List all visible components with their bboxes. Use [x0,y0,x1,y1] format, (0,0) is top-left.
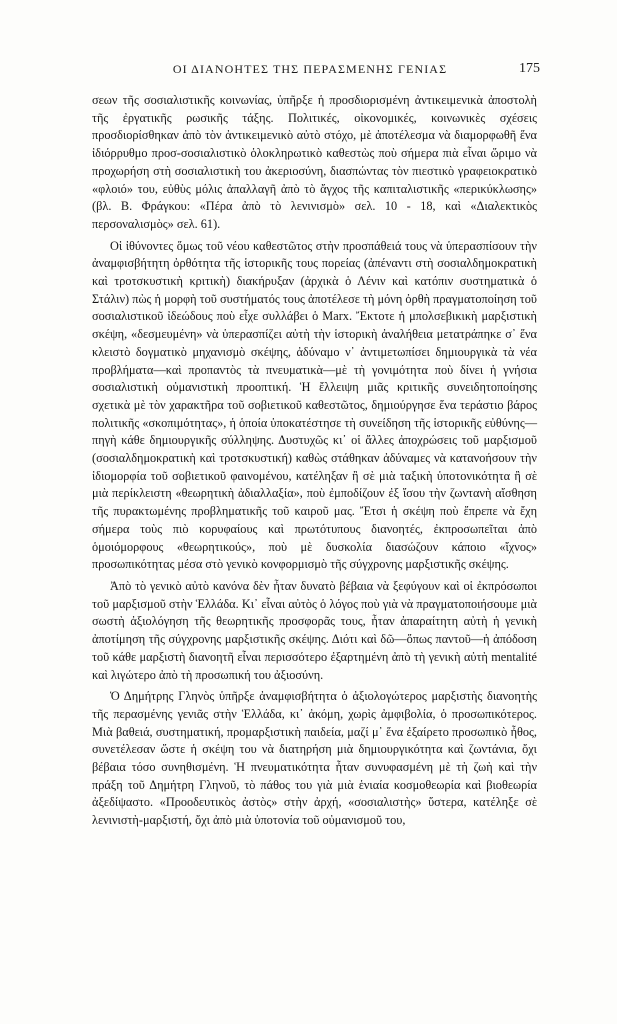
paragraph: Ἀπὸ τὸ γενικὸ αὐτὸ κανόνα δὲν ἦταν δυνατὸ βέβαια νὰ ξεφύγουν καὶ οἱ ἐκπρόσωποι τοῦ μαρξισμοῦ στὴν Ἑλλάδα. Κι᾽ εἶναι αὐτὸς ὁ λόγος ποὺ γιὰ νὰ πραγματοποιήσουμε μιὰ σωστὴ ἀξιολόγηση τῆς θεωρητικῆς προσφορᾶς τους, ἦταν ἀπαραίτητη αὐτὴ ἡ γενικὴ ἀποτίμηση τῆς σύγχρονης μαρξιστικῆς σκέψης. Διότι καὶ δῶ—ὅπως παντοῦ—ἡ ἀπόδοση τοῦ κάθε μαρξιστὴ διανοητῆ εἶναι περισσότερο ἐξαρτημένη ἀπὸ τὴ γενικὴ αὐτὴ mentalité καὶ λιγώτερο ἀπὸ τὴ προσωπική του ἀξιοσύνη. [92,578,537,682]
paragraph: Ὁ Δημήτρης Γληνὸς ὑπῆρξε ἀναμφισβήτητα ὁ ἀξιολογώτερος μαρξιστὴς διανοητὴς τῆς περασμένης γενιᾶς στὴν Ἑλλάδα, κι᾽ ἀκόμη, χωρὶς ἀμφιβολία, ὁ προσωπικότερος. Μιὰ βαθειά, συστηματική, προμαρξιστικὴ παιδεία, μαζί μ᾽ ἕνα ἐξαίρετο προσωπικὸ ἦθος, συνετέλεσαν ὥστε ἡ σκέψη του νὰ διατηρήση μιὰ δημιουργικότητα καὶ ζωντάνια, ὄχι βέβαια τόσο συνηθισμένη. Ἡ πνευματικότητα ἦταν συνυφασμένη μὲ τὴ ζωὴ καὶ τὴν πράξη τοῦ Δημήτρη Γληνοῦ, τὸ πάθος του γιὰ μιὰ ἑνιαία κοσμοθεωρία καὶ βιοθεωρία ἀξεδίψαστο. «Προοδευτικὸς ἀστὸς» στὴν ἀρχή, «σοσιαλιστὴς» ὕστερα, κατέληξε σὲ λενινιστὴ-μαρξιστή, ὄχι ἀπὸ μιὰ ὑποτονία τοῦ οὐμανισμοῦ του, [92,689,537,828]
running-title: ΟΙ ΔΙΑΝΟΗΤΕΣ ΤΗΣ ΠΕΡΑΣΜΕΝΗΣ ΓΕΝΙΑΣ [172,62,448,76]
paragraph-continuation: σεων τῆς σοσιαλιστικῆς κοινωνίας, ὑπῆρξε ἡ προσδιορισμένη ἀντικειμενικὰ ἀποστολὴ τῆς ἐργατικῆς ρωσικῆς τάξης. Πολιτικές, οἰκονομικές, κοινωνικὲς σχέσεις προσδιορίσθηκαν ἀπὸ τὸν ἀντικειμενικὸ αὐτὸ στόχο, μὲ ἀποτέλεσμα νὰ διαμορφωθῆ ἕνα ἰδιόρρυθμο προσ-σοσιαλιστικὸ ὁλοκληρωτικὸ καθεστὼς ποὺ σήμερα πιὰ εἶναι ὥριμο νὰ προχωρήση στὴ σοσιαλιστικὴ του ἀκεριοσύνη, διασπώντας τὸν πιεστικὸ γραφειοκρατικὸ «φλοιό» του, εὐθὺς μόλις ἀπαλλαγῆ ἀπὸ τὸ ἄγχος τῆς καπιταλιστικῆς «περικύκλωσης» (βλ. Β. Φράγκου: «Πέρα ἀπὸ τὸ λενινισμὸ» σελ. 10 - 18, καὶ «Διαλεκτικὸς περσοναλισμὸς» σελ. 61). [92,93,537,231]
running-header [100,62,540,82]
page-number: 175 [519,61,540,76]
body-text [92,92,537,834]
paragraph: Οἱ ἰθύνοντες ὅμως τοῦ νέου καθεστῶτος στὴν προσπάθειά τους νὰ ὑπερασπίσουν τὴν ἀναμφισβήτητη ὀρθότητα τῆς ἱστορικῆς τους πορείας (ἀπέναντι στὴ σοσιαλδημοκρατικὴ καὶ τροτσκυστικὴ κριτικὴ) διακήρυξαν (ἀρχικὰ ὁ Λένιν καὶ κατόπιν συστηματικὰ ὁ Στάλιν) πὼς ἡ μορφὴ τοῦ συστήματός τους ἀποτέλεσε τὴ μόνη ὀρθὴ πραγματοποίηση τοῦ σοσιαλιστικοῦ ἰδεώδους ποὺ εἶχε συλλάβει ὁ Marx. Ἔκτοτε ἡ μπολσεβικικὴ μαρξιστικὴ σκέψη, «δεσμευμένη» νὰ ὑπερασπίζει αὐτὴ τὴν ἱστορικὴ ἀναλήθεια μετατράπηκε σ᾽ ἕνα κλειστὸ δογματικὸ μηχανισμὸ σκέψης, ἀδύναμο ν᾽ ἀντιμετωπίσει δημιουργικὰ τὰ νέα προβλήματα—καὶ προπαντὸς τὰ πνευματικὰ—μὲ τὴ γονιμότητα ποὺ δίνει ἡ γνήσια σοσιαλιστικὴ οὐμανιστικὴ προοπτική. Ἡ ἔλλειψη μιᾶς κριτικῆς συνειδητοποίησης σχετικὰ μὲ τὸν χαρακτῆρα τοῦ σοβιετικοῦ καθεστῶτος, δημιούργησε ἕνα τεράστιο βάρος πολιτικῆς «σκοπιμότητας», ἡ ὁποία ὑποκατέστησε τὴ συνείδηση τῆς ἱστορικῆς εὐθύνης—πηγὴ κάθε δημιουργικῆς σύλληψης. Δυστυχῶς κι᾽ οἱ ἄλλες ἀποχρώσεις τοῦ μαρξισμοῦ (σοσιαλδημοκρατικὴ καὶ τροτσκυστική) καθὼς στάθηκαν ἀδύναμες νὰ κατανοήσουν τὴν ἰδιομορφία τοῦ σοβιετικοῦ φαινομένου, κατέληξαν ἢ σὲ μιὰ ταξικὴ ὑποτονικότητα ἢ σὲ μιὰ περίκλειστη «θεωρητικὴ ἀδιαλλαξία», ποὺ ἐμποδίζουν ἐξ ἴσου τὴν ζωντανὴ αἴσθηση τῆς πυρακτωμένης προβληματικῆς τοῦ καιροῦ μας. Ἔτσι ἡ σκέψη ποὺ ἔπρεπε νὰ ἔχη σήμερα τοὺς πιὸ κορυφαίους καὶ πρωτότυπους διανοητές, ἐκπροσωπεῖται ἀπὸ ὁμοιόμορφους «θεωρητικούς», ποὺ μὲ δυσκολία διασώζουν κάποιο «ἴχνος» προσωπικότητας μέσα στὸ γενικὸ κονφορμισμὸ τῆς σύγχρονης μαρξιστικῆς σκέψης. [92,238,537,572]
